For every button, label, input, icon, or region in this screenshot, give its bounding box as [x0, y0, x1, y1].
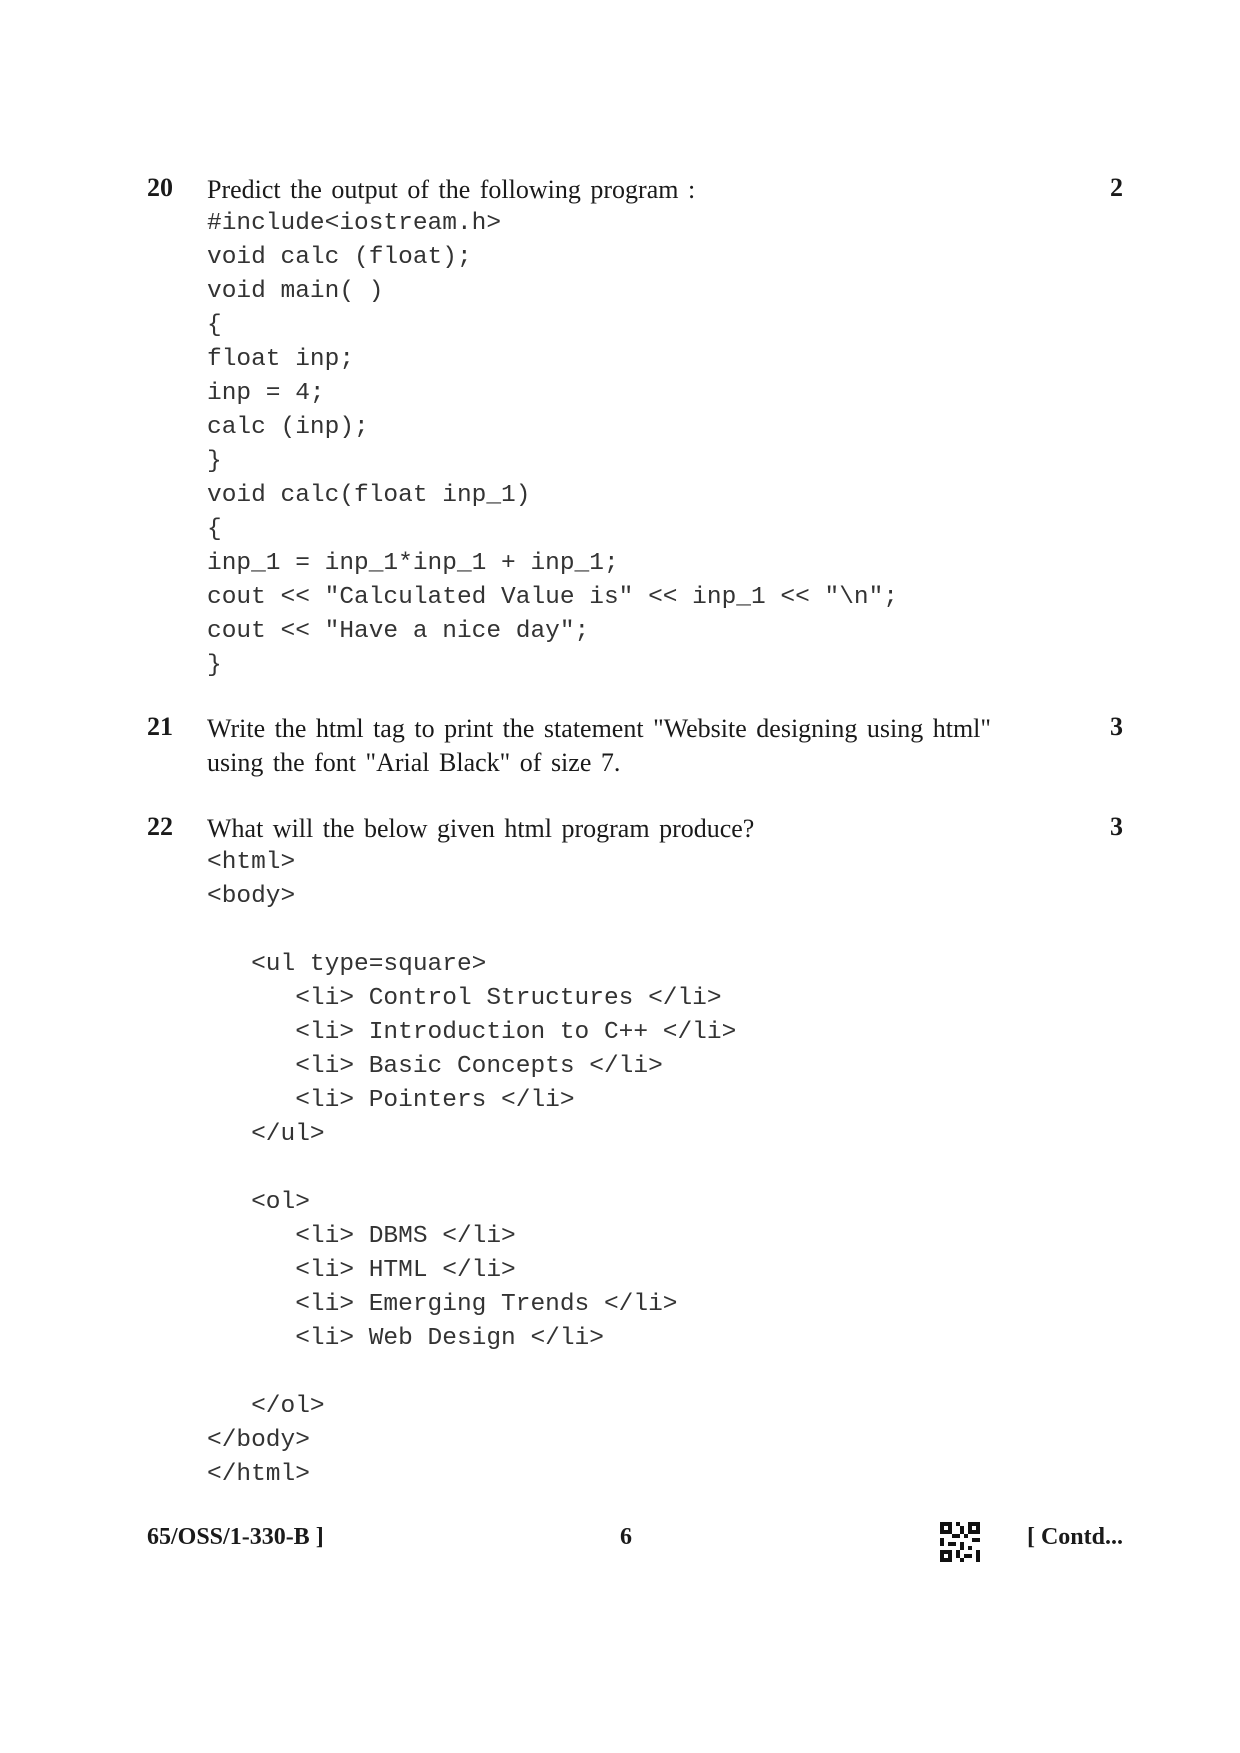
question-text: What will the below given html program produce?	[207, 814, 755, 843]
question-number: 20	[147, 173, 173, 202]
question-text: Predict the output of the following program :	[207, 175, 696, 204]
question-marks: 2	[1110, 173, 1123, 202]
code-block: <html> <body> <ul type=square> <li> Control Structures </li> <li> Introduction to C++ </li> <li> Basic Concepts </li> <li> Pointers </li> </ul> <ol> <li> DBMS </li> <li> HTML </li> <li> Emerging Trends </li> <li> Web Design </li> </ol> </body> </html>	[207, 849, 737, 1488]
code-block: #include<iostream.h> void calc (float); void main( ) { float inp; inp = 4; calc (inp); } void calc(float inp_1) { inp_1 = inp_1*inp_1 + inp_1; cout << "Calculated Value is" << inp_1 << "\n"; cout << "Have a nice day"; }	[207, 210, 899, 679]
qr-code-icon	[940, 1522, 980, 1562]
page-number: 6	[620, 1524, 632, 1550]
paper-code: 65/OSS/1-330-B ]	[147, 1524, 324, 1550]
question-marks: 3	[1110, 712, 1123, 741]
question-marks: 3	[1110, 812, 1123, 841]
continued-label: [ Contd...	[1026, 1524, 1123, 1550]
question-text: Write the html tag to print the statement "Website designing using html" using the font "Arial Black" of size 7.	[207, 714, 992, 777]
question-number: 22	[147, 812, 173, 841]
question-number: 21	[147, 712, 173, 741]
